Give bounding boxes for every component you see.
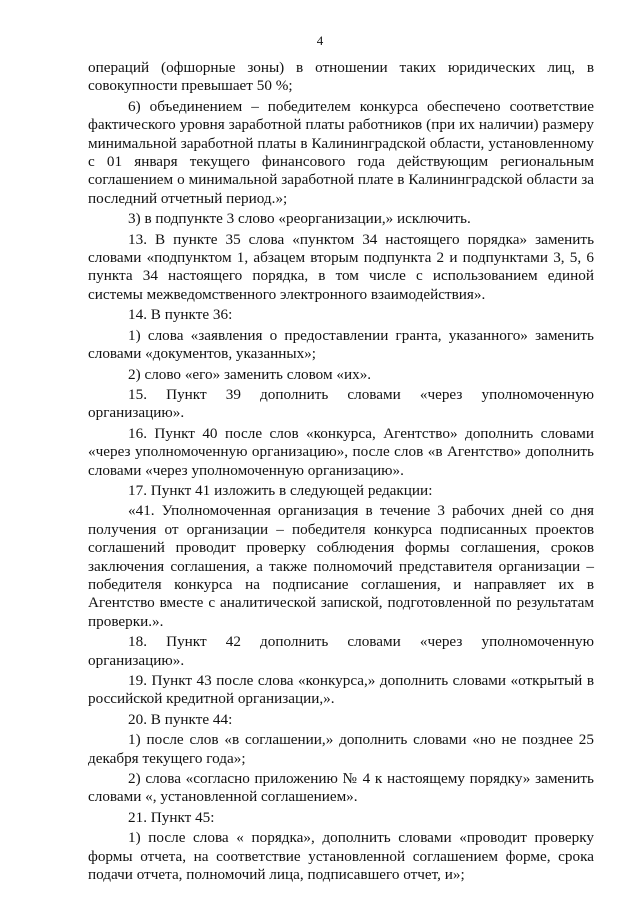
paragraph-item-17: 17. Пункт 41 изложить в следующей редакции: (128, 481, 433, 499)
paragraph-item-19: 19. Пункт 43 после слова «конкурса,» дополнить словами «открытый в российской кредитной организации,». (88, 672, 594, 708)
paragraph-item-21: 21. Пункт 45: (128, 808, 215, 826)
paragraph-continuation: операций (офшорные зоны) в отношении таких юридических лиц, в совокупности превышает 50 %; (88, 59, 594, 95)
paragraph-item-15: 15. Пункт 39 дополнить словами «через уполномоченную организацию». (88, 385, 594, 422)
paragraph-item-20-sub-1: 1) после слов «в соглашении,» дополнить словами «но не позднее 25 декабря текущего года»; (88, 731, 594, 767)
paragraph-item-13: 13. В пункте 35 слова «пунктом 34 настоящего порядка» заменить словами «подпунктом 1, абзацем вторым подпункта 2 и подпунктами 3, 5, 6 пункта 34 настоящего порядка, в том числе с использованием единой системы межведомственного электронного взаимодействия». (88, 230, 594, 303)
paragraph-item-17-text: «41. Уполномоченная организация в течение 3 рабочих дней со дня получения от организации – победителя конкурса подписанных проектов соглашений проводит проверку соблюдения формы соглашения, сроков заключения соглашения, а также полномочий представителя организации – победителя конкурса на подписание соглашения, и направляет их в Агентство вместе с аналитической запиской, подготовленной по результатам проверки.». (88, 502, 594, 630)
paragraph-item-16: 16. Пункт 40 после слов «конкурса, Агентство» дополнить словами «через уполномоченную организацию», после слов «в Агентство» дополнить словами «через уполномоченную организацию». (88, 424, 594, 479)
paragraph-item-21-sub-1: 1) после слова « порядка», дополнить словами «проводит проверку формы отчета, на соответствие установленной соглашением форме, срока подачи отчета, полномочий лица, подписавшего отчет, и»; (88, 829, 594, 884)
paragraph-item-18: 18. Пункт 42 дополнить словами «через уполномоченную организацию». (88, 633, 594, 669)
paragraph-item-20: 20. В пункте 44: (128, 710, 233, 728)
page-number: 4 (316, 33, 324, 48)
paragraph-subitem-3: 3) в подпункте 3 слово «реорганизации,» исключить. (128, 210, 471, 228)
paragraph-item-20-sub-2: 2) слова «согласно приложению № 4 к настоящему порядку» заменить словами «, установленной соглашением». (88, 770, 594, 806)
paragraph-item-14-sub-1: 1) слова «заявления о предоставлении гранта, указанного» заменить словами «документов, указанных»; (88, 326, 594, 363)
paragraph-item-14-sub-2: 2) слово «его» заменить словом «их». (128, 365, 372, 383)
paragraph-item-14: 14. В пункте 36: (128, 306, 233, 324)
document-body (88, 59, 594, 886)
paragraph-subitem-6: 6) объединением – победителем конкурса обеспечено соответствие фактического уровня заработной платы работников (при их наличии) размеру минимальной заработной платы в Калининградской области, установленному с 01 января текущего финансового года действующим региональным соглашением о минимальной заработной плате в Калининградской области за последний отчетный период.»; (88, 97, 594, 207)
